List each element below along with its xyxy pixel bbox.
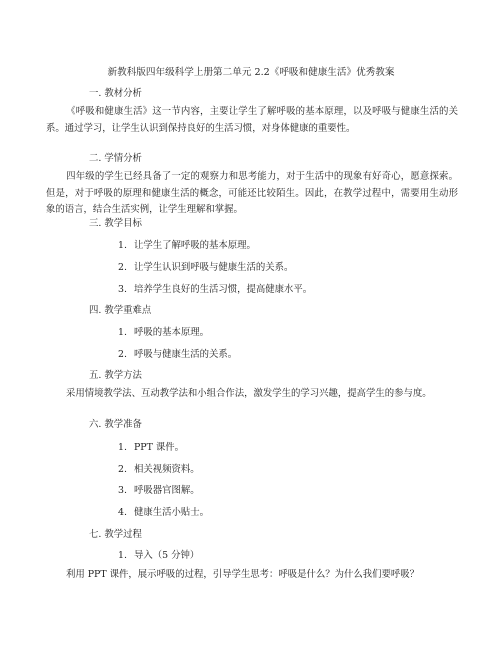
section-heading-teaching-process: 七. 教学过程	[89, 529, 142, 540]
section-paragraph-textbook-analysis: 《呼吸和健康生活》这一节内容，主要让学生了解呼吸的基本原理，以及呼吸与健康生活的关系。通过学习，让学生认识到保持良好的生活习惯，对身体健康的重要性。	[46, 106, 458, 134]
section-heading-teaching-goals: 三. 教学目标	[89, 218, 142, 229]
document-page: 新教科版四年级科学上册第二单元 2.2《呼吸和健康生活》优秀教案 一. 教材分析 《呼吸和健康生活》这一节内容，主要让学生了解呼吸的基本原理，以及呼吸与健康生活的关系。通过学习，让学生认识到保持良好的生活习惯，对身体健康的重要性。 二. 学情分析 四年级的学生已经具备了一定的观察力和思考能力，对于生活中的现象有好奇心，愿意探索。但是，对于呼吸的原理和健康生活的概念，可能还比较陌生。因此，在教学过程中，需要用生动形象的语言，结合生活实例，让学生理解和掌握。 三. 教学目标 1. 让学生了解呼吸的基本原理。 2. 让学生认识到呼吸与健康生活的关系。 3. 培养学生良好的生活习惯，提高健康水平。 四. 教学重难点 1. 呼吸的基本原理。 2. 呼吸与健康生活的关系。 五. 教学方法 采用情境教学法、互动教学法和小组合作法，激发学生的学习兴趣，提高学生的参与度。 六. 教学准备 1. PPT 课件。 2. 相关视频资料。 3. 呼吸器官图解。 4. 健康生活小贴士。 七. 教学过程 1. 导入（5 分钟） 利用 PPT 课件，展示呼吸的过程，引导学生思考：呼吸是什么？为什么我们要呼吸？	[0, 0, 502, 649]
section-paragraph-student-analysis: 四年级的学生已经具备了一定的观察力和思考能力，对于生活中的现象有好奇心，愿意探索。但是，对于呼吸的原理和健康生活的概念，可能还比较陌生。因此，在教学过程中，需要用生动形象的语言，结合生活实例，让学生理解和掌握。	[46, 171, 458, 215]
section-heading-student-analysis: 二. 学情分析	[89, 153, 142, 164]
section-heading-teaching-methods: 五. 教学方法	[89, 370, 142, 381]
section-paragraph-teaching-methods: 采用情境教学法、互动教学法和小组合作法，激发学生的学习兴趣，提高学生的参与度。	[66, 388, 432, 399]
section-heading-preparation: 六. 教学准备	[89, 419, 142, 430]
section-paragraph-teaching-process: 利用 PPT 课件，展示呼吸的过程，引导学生思考：呼吸是什么？为什么我们要呼吸？	[66, 569, 419, 580]
section-heading-textbook-analysis: 一. 教材分析	[89, 88, 142, 99]
document-title: 新教科版四年级科学上册第二单元 2.2《呼吸和健康生活》优秀教案	[107, 67, 395, 78]
section-heading-key-points: 四. 教学重难点	[89, 305, 152, 316]
